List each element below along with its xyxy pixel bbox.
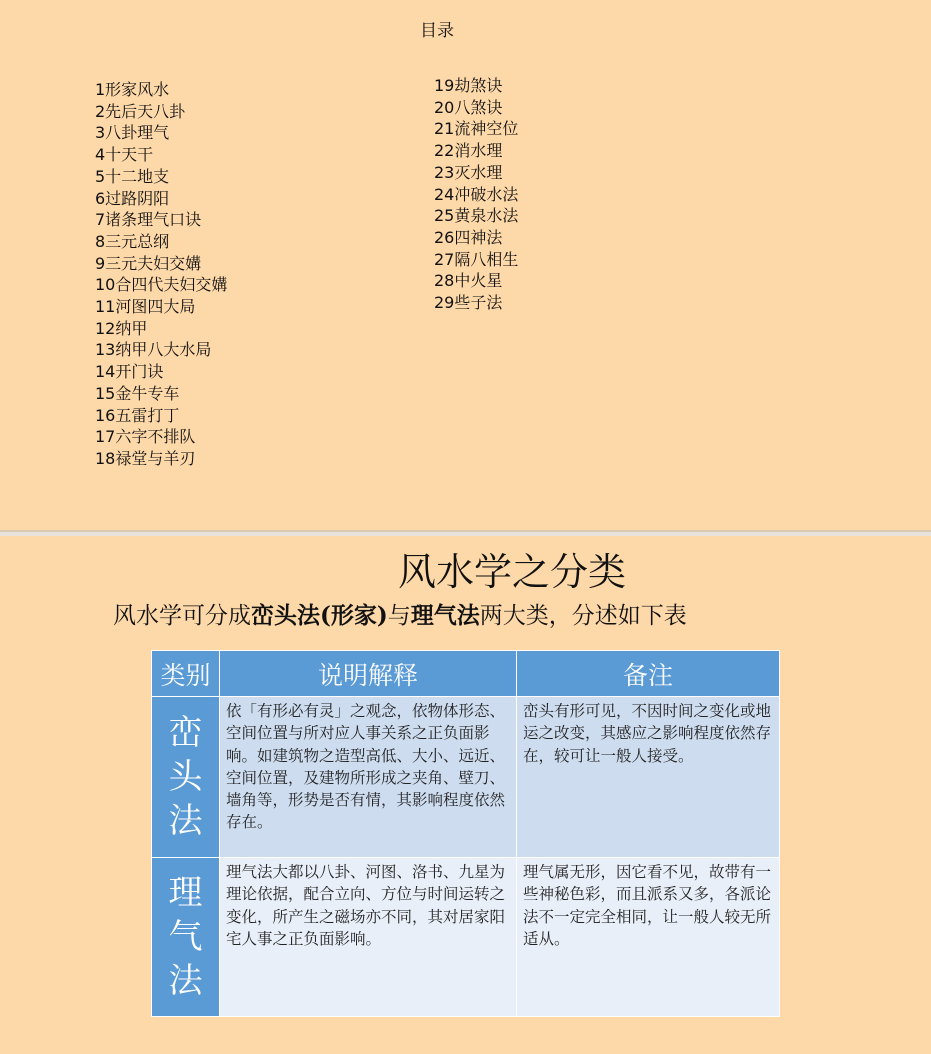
subtitle-prefix: 风水学可分成 <box>113 603 251 629</box>
toc-column-2 <box>434 75 518 314</box>
toc-item: 2先后天八卦 <box>95 101 186 121</box>
subtitle-suffix: 两大类，分述如下表 <box>479 603 687 629</box>
header-explanation: 说明解释 <box>220 651 517 697</box>
toc-item: 12纳甲 <box>95 318 148 338</box>
table-row <box>152 858 780 1017</box>
toc-item: 27隔八相生 <box>434 249 519 269</box>
row-category-label: 峦头法 <box>168 713 203 841</box>
classification-table <box>151 650 780 1017</box>
toc-item: 5十二地支 <box>95 166 170 186</box>
row-note: 峦头有形可见，不因时间之变化或地运之改变，其感应之影响程度依然存在，较可让一般人接受。 <box>517 697 780 858</box>
header-category: 类别 <box>152 651 220 697</box>
toc-item: 18禄堂与羊刃 <box>95 448 196 468</box>
toc-item: 16五雷打丁 <box>95 405 180 425</box>
toc-item: 22消水理 <box>434 141 503 161</box>
row-note: 理气属无形，因它看不见，故带有一些神秘色彩，而且派系又多，各派论法不一定完全相同，让一般人较无所适从。 <box>517 858 780 1017</box>
toc-column-1 <box>95 79 227 470</box>
toc-item: 4十天干 <box>95 145 154 165</box>
toc-item: 29些子法 <box>434 293 503 313</box>
subtitle-bold-luantou: 峦头法(形家) <box>251 602 388 629</box>
toc-item: 10合四代夫妇交媾 <box>95 275 228 295</box>
classification-slide <box>0 536 931 1054</box>
toc-title: 目录 <box>420 21 454 41</box>
toc-item: 20八煞诀 <box>434 97 503 117</box>
toc-item: 8三元总纲 <box>95 231 170 251</box>
toc-item: 14开门诀 <box>95 362 164 382</box>
toc-item: 28中火星 <box>434 271 503 291</box>
toc-item: 17六字不排队 <box>95 427 196 447</box>
subtitle-mid: 与 <box>387 603 411 629</box>
toc-item: 26四神法 <box>434 227 503 247</box>
row-category-liqi <box>152 858 220 1017</box>
toc-item: 25黄泉水法 <box>434 206 519 226</box>
toc-item: 15金牛专车 <box>95 383 180 403</box>
toc-item: 19劫煞诀 <box>434 76 503 95</box>
classification-subtitle <box>113 600 687 632</box>
table-header-row <box>152 651 780 697</box>
toc-item: 24冲破水法 <box>434 184 519 204</box>
header-note: 备注 <box>517 651 780 697</box>
toc-item: 9三元夫妇交媾 <box>95 253 202 273</box>
toc-item: 13纳甲八大水局 <box>95 340 212 360</box>
table-row <box>152 697 780 858</box>
row-category-luantou <box>152 697 220 858</box>
toc-item: 11河图四大局 <box>95 297 196 317</box>
toc-item: 21流神空位 <box>434 119 519 139</box>
row-explanation: 依「有形必有灵」之观念，依物体形态、空间位置与所对应人事关系之正负面影响。如建筑物之造型高低、大小、远近、空间位置，及建物所形成之夹角、壁刀、墙角等，形势是否有情，其影响程度依然存在。 <box>220 697 517 858</box>
toc-item: 6过路阴阳 <box>95 188 170 208</box>
toc-item: 7诸条理气口诀 <box>95 210 202 230</box>
row-category-label: 理气法 <box>168 873 203 1001</box>
row-explanation: 理气法大都以八卦、河图、洛书、九星为理论依据，配合立向、方位与时间运转之变化，所产生之磁场亦不同，其对居家阳宅人事之正负面影响。 <box>220 858 517 1017</box>
toc-item: 3八卦理气 <box>95 123 170 143</box>
subtitle-bold-liqi: 理气法 <box>410 602 480 629</box>
classification-title: 风水学之分类 <box>398 550 627 594</box>
toc-item: 1形家风水 <box>95 80 170 99</box>
toc-item: 23灭水理 <box>434 162 503 182</box>
